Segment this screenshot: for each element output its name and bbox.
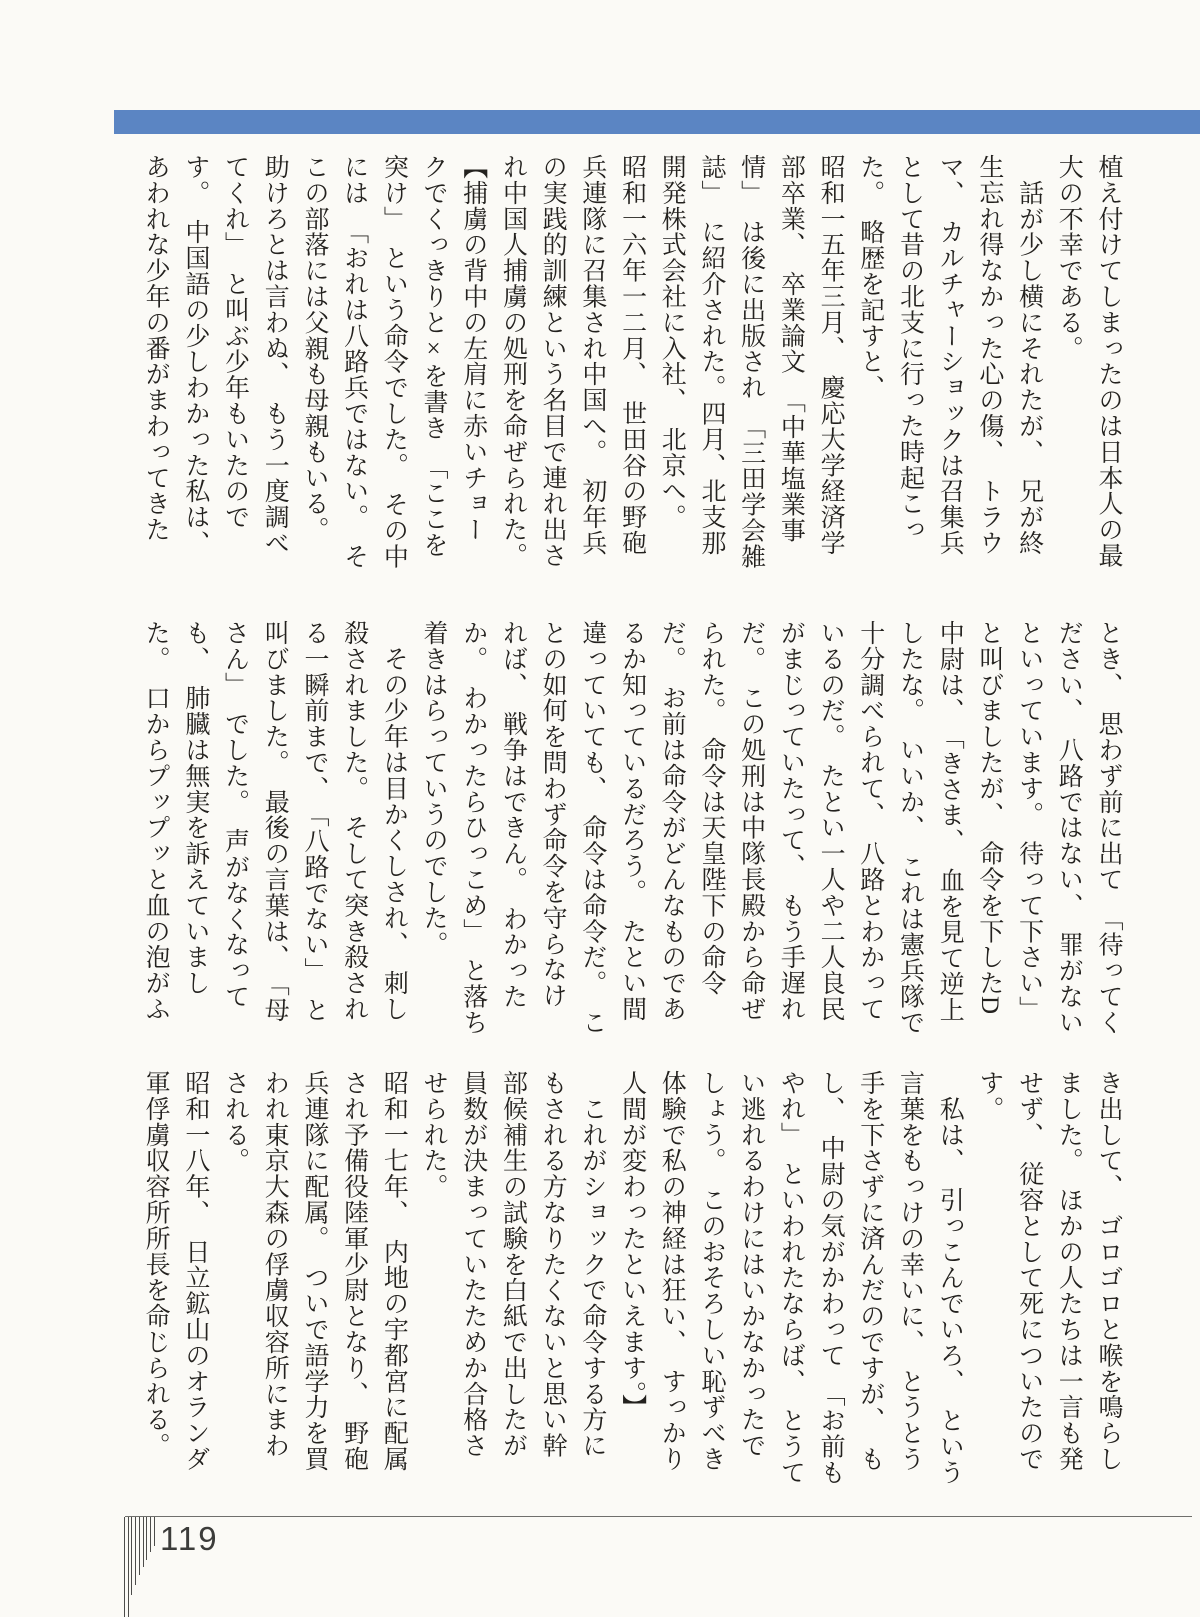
text-column: れ中国人捕虜の処刑を命ぜられた。	[499, 154, 527, 569]
text-column: クでくっきりと×を書き 「ここを	[420, 154, 448, 558]
text-band-middle	[133, 620, 1128, 1072]
text-column: 【捕虜の背中の左肩に赤いチョー	[459, 154, 487, 543]
text-column: 部候補生の試験を白紙で出したが	[499, 1070, 527, 1459]
text-column: マ、 カルチャーショックは召集兵	[936, 154, 964, 556]
text-column: 兵連隊に召集され中国へ。 初年兵	[578, 154, 606, 556]
text-column: といっています。 待って下さい」	[1015, 620, 1043, 1022]
text-column: やれ」 といわれたならば、 とうて	[777, 1070, 805, 1486]
text-column: 誌」 に紹介された。四月、北支那	[697, 154, 725, 556]
text-column: したな。 いいか、 これは憲兵隊で	[896, 620, 924, 1036]
text-column: の実践的訓練という名目で連れ出さ	[539, 154, 567, 569]
tick-mark	[143, 1517, 144, 1567]
text-column: れば、 戦争はできん。 わかった	[499, 620, 527, 1010]
text-column: る一瞬前まで、 「八路でない」 と	[300, 620, 328, 1023]
text-column: 昭和一六年一二月、 世田谷の野砲	[618, 154, 646, 556]
footer-tick-marks	[124, 1517, 164, 1617]
text-column: だ。 この処刑は中隊長殿から命ぜ	[737, 620, 765, 1022]
text-column: には 「おれは八路兵ではない。 そ	[340, 154, 368, 570]
footer-rule	[125, 1516, 1192, 1517]
text-column: 手を下さずに済んだのですが、 も	[856, 1070, 884, 1472]
text-column: るか知っているだろう。 たとい間	[618, 620, 646, 1022]
text-column: す。 中国語の少しわかった私は、	[181, 154, 209, 556]
text-column: 助けろとは言わぬ、 もう一度調べ	[261, 154, 289, 556]
text-column: 開発株式会社に入社、 北京へ。	[658, 154, 686, 530]
text-column: い逃れるわけにはいかなかったで	[737, 1070, 765, 1459]
text-column: せられた。	[420, 1070, 448, 1200]
tick-mark	[131, 1517, 132, 1595]
text-column: その少年は目かくしされ、 刺し	[380, 620, 408, 1022]
text-column: か。 わかったらひっこめ」 と落ち	[459, 620, 487, 1036]
text-column: 言葉をもっけの幸いに、 とうとう	[896, 1070, 924, 1472]
text-column: あわれな少年の番がまわってきた	[142, 154, 170, 543]
text-column: 着きはらっていうのでした。	[420, 620, 448, 957]
text-column: これがショックで命令する方に	[578, 1070, 606, 1459]
tick-mark	[124, 1517, 125, 1617]
text-column: 話が少し横にそれたが、 兄が終	[1015, 154, 1043, 556]
text-column: し、 中尉の気がかわって 「お前も	[817, 1070, 845, 1486]
text-column: われ東京大森の俘虜収容所にまわ	[261, 1070, 289, 1459]
text-column: だ。 お前は命令がどんなものであ	[658, 620, 686, 1022]
text-column: 部卒業、 卒業論文 「中華塩業事	[777, 154, 805, 544]
text-column: 昭和一八年、 日立鉱山のオランダ	[181, 1070, 209, 1472]
text-column: す。	[975, 1070, 1003, 1122]
tick-mark	[154, 1517, 155, 1546]
text-column: 情」 は後に出版され 「三田学会雑	[737, 154, 765, 570]
text-band-bottom	[133, 1070, 1128, 1522]
text-column: 体験で私の神経は狂い、 すっかり	[658, 1070, 686, 1472]
page-number: 119	[160, 1520, 219, 1557]
text-column: 軍俘虜収容所所長を命じられる。	[142, 1070, 170, 1459]
text-column: てくれ」 と叫ぶ少年もいたので	[221, 154, 249, 530]
text-column: される。	[221, 1070, 249, 1174]
text-column: 叫びました。 最後の言葉は、 「母	[261, 620, 289, 1023]
text-column: き出して、 ゴロゴロと喉を鳴らし	[1095, 1070, 1122, 1472]
text-column: も、 肺臓は無実を訴えていまし	[181, 620, 209, 996]
top-accent-bar	[114, 110, 1200, 134]
text-column: 大の不幸である。	[1055, 154, 1083, 362]
text-column: がまじっていたって、 もう手遅れ	[777, 620, 805, 1022]
text-column: もされる方なりたくないと思い幹	[539, 1070, 567, 1459]
text-band-top	[133, 154, 1128, 606]
text-column: 突け」 という命令でした。 その中	[380, 154, 408, 570]
text-column: 昭和一七年、 内地の宇都宮に配属	[380, 1070, 408, 1472]
text-column: ださい、 八路ではない、 罪がない	[1055, 620, 1083, 1036]
text-column: た。 口からプップッと血の泡がふ	[142, 620, 170, 1022]
text-column: 昭和一五年三月、 慶応大学経済学	[817, 154, 845, 556]
text-column: 十分調べられて、 八路とわかって	[856, 620, 884, 1022]
text-column: せず、 従容として死についたので	[1015, 1070, 1043, 1472]
text-column: とき、 思わず前に出て 「待ってく	[1095, 620, 1122, 1036]
text-column: 生忘れ得なかった心の傷、 トラウ	[975, 154, 1003, 556]
text-column: しょう。 このおそろしい恥ずべき	[697, 1070, 725, 1472]
text-column: 中尉は、 「きさま、 血を見て逆上	[936, 620, 964, 1023]
tick-mark	[139, 1517, 140, 1575]
tick-mark	[150, 1517, 151, 1552]
text-column: ました。 ほかの人たちは一言も発	[1055, 1070, 1083, 1472]
text-column: この部落には父親も母親もいる。	[300, 154, 328, 543]
text-column: さん」 でした。 声がなくなって	[221, 620, 249, 1010]
text-column: 兵連隊に配属。 ついで語学力を買	[300, 1070, 328, 1472]
text-column: た。 略歴を記すと、	[856, 154, 884, 401]
text-column: との如何を問わず命令を守らなけ	[539, 620, 567, 1009]
text-column: 違っていても、 命令は命令だ。 こ	[578, 620, 606, 1036]
text-column: と叫びましたが、 命令を下したD	[975, 620, 1003, 1015]
text-column: 人間が変わったといえます。】	[618, 1070, 646, 1421]
text-column: いるのだ。 たとい一人や二人良民	[817, 620, 845, 1022]
text-column: され予備役陸軍少尉となり、 野砲	[340, 1070, 368, 1472]
text-column: られた。 命令は天皇陛下の命令	[697, 620, 725, 996]
text-column: 殺されました。 そして突き殺され	[340, 620, 368, 1022]
tick-mark	[128, 1517, 129, 1617]
tick-mark	[135, 1517, 136, 1585]
tick-mark	[146, 1517, 147, 1560]
text-column: 私は、 引っこんでいろ、 という	[936, 1070, 964, 1486]
text-column: 員数が決まっていたためか合格さ	[459, 1070, 487, 1459]
text-column: として昔の北支に行った時起こっ	[896, 154, 924, 543]
text-column: 植え付けてしまったのは日本人の最	[1095, 154, 1122, 569]
